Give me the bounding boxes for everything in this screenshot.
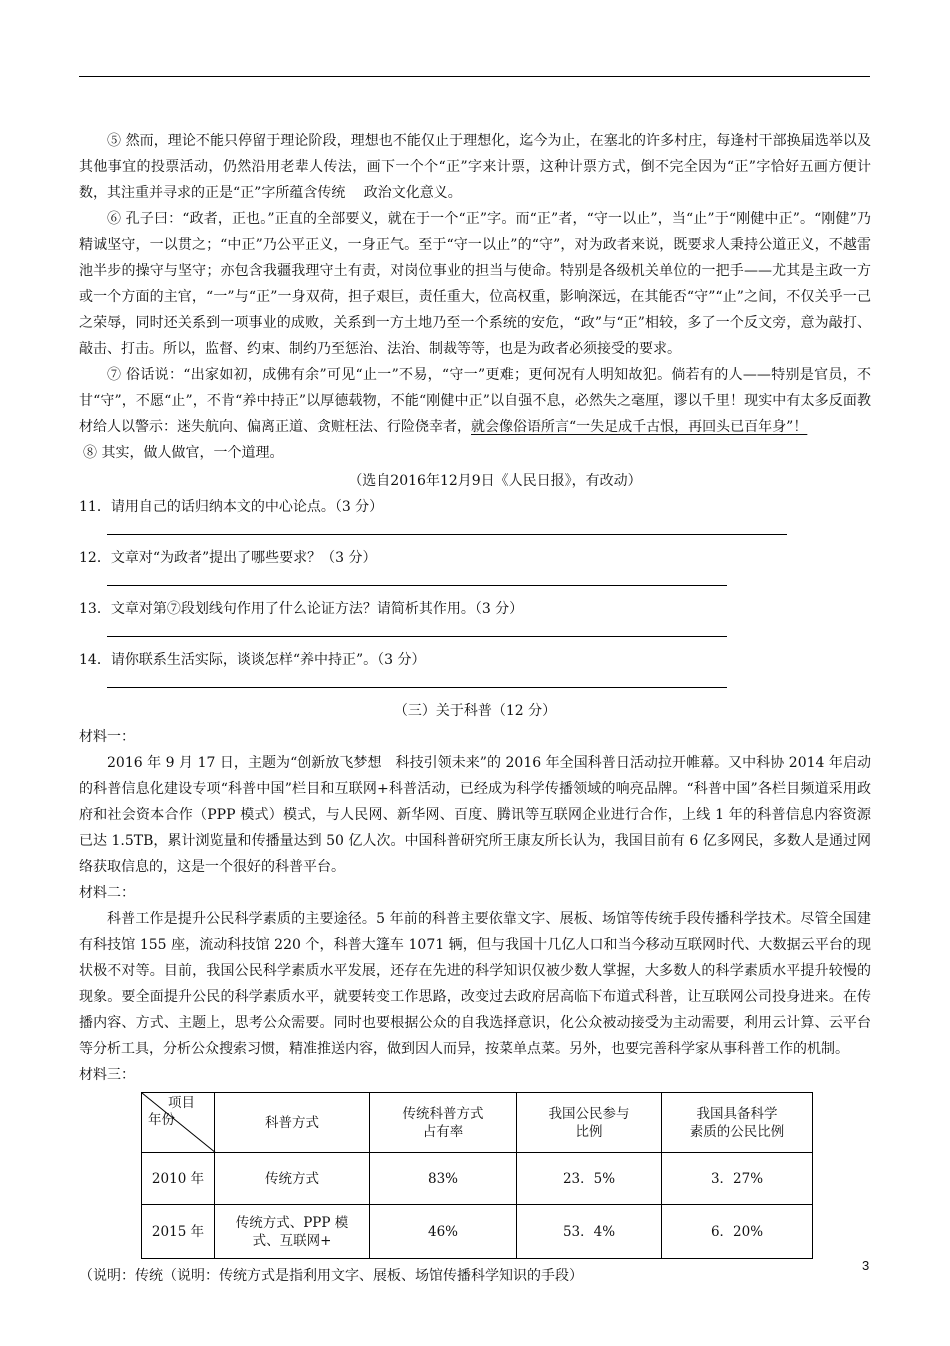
data-table [141, 1092, 813, 1259]
table-header-cell: 传统科普方式 占有率 [370, 1093, 517, 1153]
answer-line[interactable] [107, 622, 727, 637]
material-3-label: 材料三： [79, 1067, 135, 1083]
answer-line[interactable] [107, 571, 727, 586]
question-13 [79, 596, 871, 637]
table-header-row [142, 1093, 813, 1153]
question-14 [79, 647, 871, 688]
table-corner-cell [142, 1093, 215, 1153]
underlined-sentence: 就会像俗语所言“一失足成千古恨，再回头已百年身”！ [471, 419, 808, 435]
table-cell: 3．27% [662, 1153, 813, 1205]
material-2-label: 材料二： [79, 885, 135, 901]
table-cell: 传统方式 [215, 1153, 370, 1205]
question-text: 13．文章对第⑦段划线句作用了什么论证方法？请简析其作用。（3 分） [79, 601, 524, 617]
table-cell: 83% [370, 1153, 517, 1205]
table-row [142, 1205, 813, 1259]
paragraph-8: ⑧ 其实，做人做官，一个道理。 [83, 445, 284, 461]
table-header-cell: 我国公民参与 比例 [517, 1093, 662, 1153]
table-cell: 传统方式、PPP 模 式、互联网+ [215, 1205, 370, 1259]
table-cell: 23．5% [517, 1153, 662, 1205]
material-2-text: 科普工作是提升公民科学素质的主要途径。5 年前的科普主要依靠文字、展板、场馆等传统手段传播科学技术。尽管全国建有科技馆 155 座，流动科技馆 220 个，科普大篷车 1071 辆，但与我国十几亿人口和当今移动互联网时代、大数据云平台的现状极不对等。目前，我国公民科学素质水平发展，还存在先进的科学知识仅被少数人掌握，大多数人的科学素质水平提升较慢的现象。要全面提升公民的科学素质水平，就要转变工作思路，改变过去政府居高临下布道式科普，让互联网公司投身进来。在传播内容、方式、主题上，思考公众需要。同时也要根据公众的自我选择意识，化公众被动接受为主动需要，利用云计算、云平台等分析工具，分析公众搜索习惯，精准推送内容，做到因人而异，按菜单点菜。另外，也要完善科学家从事科普工作的机制。 [79, 911, 871, 1057]
question-text: 12．文章对“为政者”提出了哪些要求？（3 分） [79, 550, 377, 566]
question-11 [79, 494, 871, 535]
table-row [142, 1153, 813, 1205]
source-citation: （选自2016年12月9日《人民日报》，有改动） [348, 473, 642, 489]
page-content [79, 128, 871, 1289]
table-note: （说明：传统（说明：传统方式是指利用文字、展板、场馆传播科学知识的手段） [79, 1268, 583, 1284]
corner-top-label: 项目 [168, 1095, 195, 1111]
table-header-cell: 科普方式 [215, 1093, 370, 1153]
paragraph-7-text: ⑦ 俗话说：“出家如初，成佛有余”可见“止一”不易，“守一”更难；更何况有人明知故犯。倘若有的人——特别是官员，不甘“守”，不愿“止”，不肯“养中持正”以厚德载物，不能“刚健中正”以自强不息，必然失之毫厘，谬以千里！现实中有太多反面教材给人以警示：迷失航向、偏离正道、贪赃枉法、行险侥幸者， [79, 367, 871, 435]
material-1-label: 材料一： [79, 729, 135, 745]
answer-line[interactable] [107, 520, 787, 535]
material-1-text: 2016 年 9 月 17 日，主题为“创新放飞梦想 科技引领未来”的 2016 年全国科普日活动拉开帷幕。又中科协 2014 年启动的科普信息化建设专项“科普中国”栏目和互联网+科普活动，已经成为科学传播领域的响亮品牌。“科普中国”各栏目频道采用政府和社会资本合作（PPP 模式）模式，与人民网、新华网、百度、腾讯等互联网企业进行合作，上线 1 年的科普信息内容资源已达 1.5TB，累计浏览量和传播量达到 50 亿人次。中国科普研究所王康友所长认为，我国目前有 6 亿多网民，多数人是通过网络获取信息的，这是一个很好的科普平台。 [79, 755, 871, 875]
corner-bottom-label: 年份 [148, 1112, 175, 1128]
paragraph-7 [79, 362, 871, 440]
table-cell: 53．4% [517, 1205, 662, 1259]
answer-line[interactable] [107, 673, 727, 688]
table-header-cell: 我国具备科学 素质的公民比例 [662, 1093, 813, 1153]
section-title: （三）关于科普（12 分） [393, 703, 557, 719]
question-text: 11．请用自己的话归纳本文的中心论点。（3 分） [79, 499, 384, 515]
question-12 [79, 545, 871, 586]
question-text: 14．请你联系生活实际，谈谈怎样“养中持正”。（3 分） [79, 652, 426, 668]
paragraph-6: ⑥ 孔子曰：“政者，正也。”正直的全部要义，就在于一个“正”字。而“正”者，“守一以止”，当“止”于“刚健中正”。“刚健”乃精诚坚守，一以贯之；“中正”乃公平正义，一身正气。至于“守一以止”的“守”，对为政者来说，既要求人秉持公道正义，不越雷池半步的操守与坚守；亦包含我疆我理守土有责，对岗位事业的担当与使命。特别是各级机关单位的一把手——尤其是主政一方或一个方面的主官，“一”与“正”一身双荷，担子艰巨，责任重大，位高权重，影响深远，在其能否“守”“止”之间，不仅关乎一己之荣辱，同时还关系到一项事业的成败，关系到一方土地乃至一个系统的安危，“政”与“正”相较，多了一个反文旁，意为敲打、敲击、打击。所以，监督、约束、制约乃至惩治、法治、制裁等等，也是为政者必须接受的要求。 [79, 211, 871, 357]
table-cell: 46% [370, 1205, 517, 1259]
table-cell: 2010 年 [142, 1153, 215, 1205]
table-cell: 2015 年 [142, 1205, 215, 1259]
table-cell: 6．20% [662, 1205, 813, 1259]
page-number: 3 [862, 1258, 870, 1273]
header-rule [79, 76, 870, 77]
paragraph-5: ⑤ 然而，理论不能只停留于理论阶段，理想也不能仅止于理想化，迄今为止，在塞北的许多村庄，每逢村干部换届选举以及其他事宜的投票活动，仍然沿用老辈人传法，画下一个个“正”字来计票，这种计票方式，倒不完全因为“正”字恰好五画方便计数，其注重并寻求的正是“正”字所蕴含传统 政治文化意义。 [79, 133, 871, 201]
